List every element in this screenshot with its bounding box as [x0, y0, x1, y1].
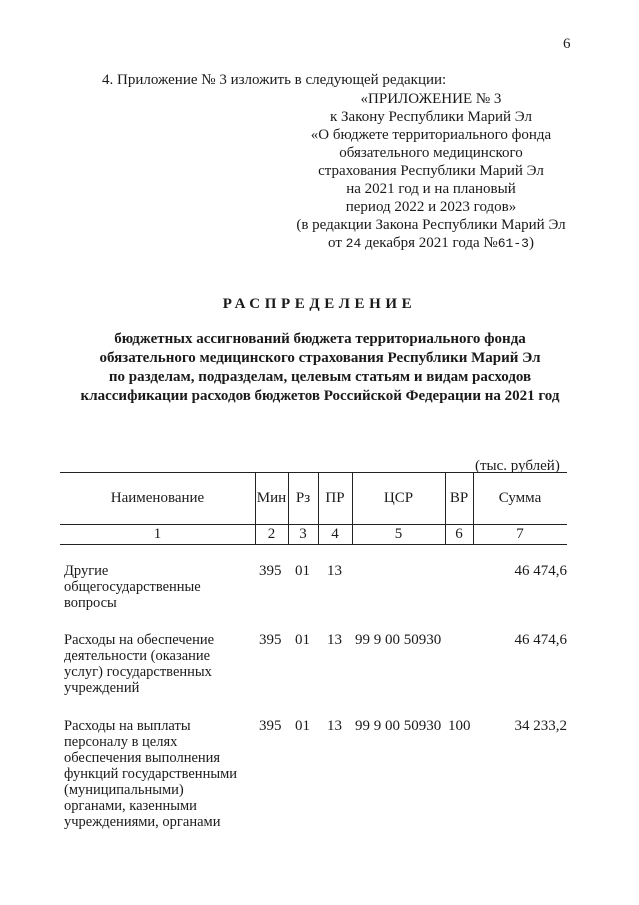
appendix-line: к Закону Республики Марий Эл: [329, 109, 532, 125]
row-sum: 46 474,6: [514, 563, 567, 579]
page-number: 6: [563, 36, 571, 52]
row-rz: 01: [295, 632, 310, 648]
subtitle-line: по разделам, подразделам, целевым статьям и видам расходов: [108, 369, 532, 385]
header-vr: ВР: [449, 490, 469, 506]
row-name-line: (муниципальными): [64, 782, 184, 798]
row-rz: 01: [295, 718, 310, 734]
colnum: 3: [299, 526, 307, 542]
row-name-line: услуг) государственных: [64, 664, 212, 680]
document-subtitle: [40, 330, 600, 406]
row-name-line: функций государственными: [64, 766, 238, 782]
row-pr: 13: [327, 718, 342, 734]
row-name-line: Расходы на обеспечение: [64, 632, 215, 648]
header-min: Мин: [256, 490, 287, 506]
appendix-line: «О бюджете территориального фонда: [310, 127, 552, 143]
row-name-line: учреждений: [64, 680, 140, 696]
row-min: 395: [259, 632, 282, 648]
table-colnum-rule: [60, 544, 567, 545]
appendix-law-number: 61-3: [497, 236, 529, 251]
row-min: 395: [259, 563, 282, 579]
row-name-line: вопросы: [64, 595, 117, 611]
row-name-line: Расходы на выплаты: [64, 718, 191, 734]
appendix-line: на 2021 год и на плановый: [346, 181, 516, 197]
row-name-line: общегосударственные: [64, 579, 201, 595]
colnum: 4: [331, 526, 339, 542]
appendix-line-date: [286, 234, 576, 253]
appendix-date-suffix: ): [528, 235, 534, 251]
row-name-line: персоналу в целях: [64, 734, 178, 750]
row-sum: 34 233,2: [514, 718, 567, 734]
appendix-date-prefix: от: [328, 235, 342, 251]
subtitle-line: классификации расходов бюджетов Российской Федерации на 2021 год: [80, 388, 560, 404]
appendix-date-middle: декабря 2021 года №: [365, 235, 498, 251]
row-pr: 13: [327, 563, 342, 579]
appendix-line: период 2022 и 2023 годов»: [345, 199, 517, 215]
row-name-line: учреждениями, органами: [64, 814, 221, 830]
colnum: 1: [153, 526, 162, 542]
header-csr: ЦСР: [383, 490, 414, 506]
amendment-intro: 4. Приложение № 3 изложить в следующей редакции:: [102, 72, 447, 88]
header-sum: Сумма: [498, 490, 542, 506]
row-name-line: деятельности (оказание: [64, 648, 211, 664]
colnum: 5: [394, 526, 403, 542]
row-csr: 99 9 00 50930: [355, 718, 442, 734]
appendix-line: страхования Республики Марий Эл: [318, 163, 544, 179]
appendix-date-day: 24: [345, 236, 362, 251]
row-pr: 13: [327, 632, 342, 648]
header-name: Наименование: [110, 490, 205, 506]
row-sum: 46 474,6: [514, 632, 567, 648]
header-rz: Рз: [295, 490, 311, 506]
table-top-rule: [60, 472, 567, 473]
appendix-line: обязательного медицинского: [339, 145, 523, 161]
colnum: 7: [516, 526, 524, 542]
row-csr: 99 9 00 50930: [355, 632, 442, 648]
row-name-line: Другие: [64, 563, 109, 579]
table-row-name: [64, 718, 254, 830]
subtitle-line: бюджетных ассигнований бюджета территориального фонда: [114, 331, 526, 347]
table-row-name: [64, 563, 254, 611]
appendix-line: (в редакции Закона Республики Марий Эл: [296, 217, 566, 233]
appendix-line: «ПРИЛОЖЕНИЕ № 3: [360, 91, 502, 107]
header-pr: ПР: [325, 490, 345, 506]
row-name-line: обеспечения выполнения: [64, 750, 221, 766]
row-vr: 100: [448, 718, 471, 734]
row-min: 395: [259, 718, 282, 734]
row-name-line: органами, казенными: [64, 798, 197, 814]
document-title: РАСПРЕДЕЛЕНИЕ: [222, 296, 417, 312]
table-row-name: [64, 632, 254, 696]
subtitle-line: обязательного медицинского страхования Республики Марий Эл: [99, 350, 541, 366]
row-rz: 01: [295, 563, 310, 579]
colnum: 2: [267, 526, 276, 542]
units-note: (тыс. рублей): [475, 458, 560, 474]
table-header-rule: [60, 524, 567, 525]
colnum: 6: [455, 526, 463, 542]
appendix-reference: [286, 90, 576, 253]
